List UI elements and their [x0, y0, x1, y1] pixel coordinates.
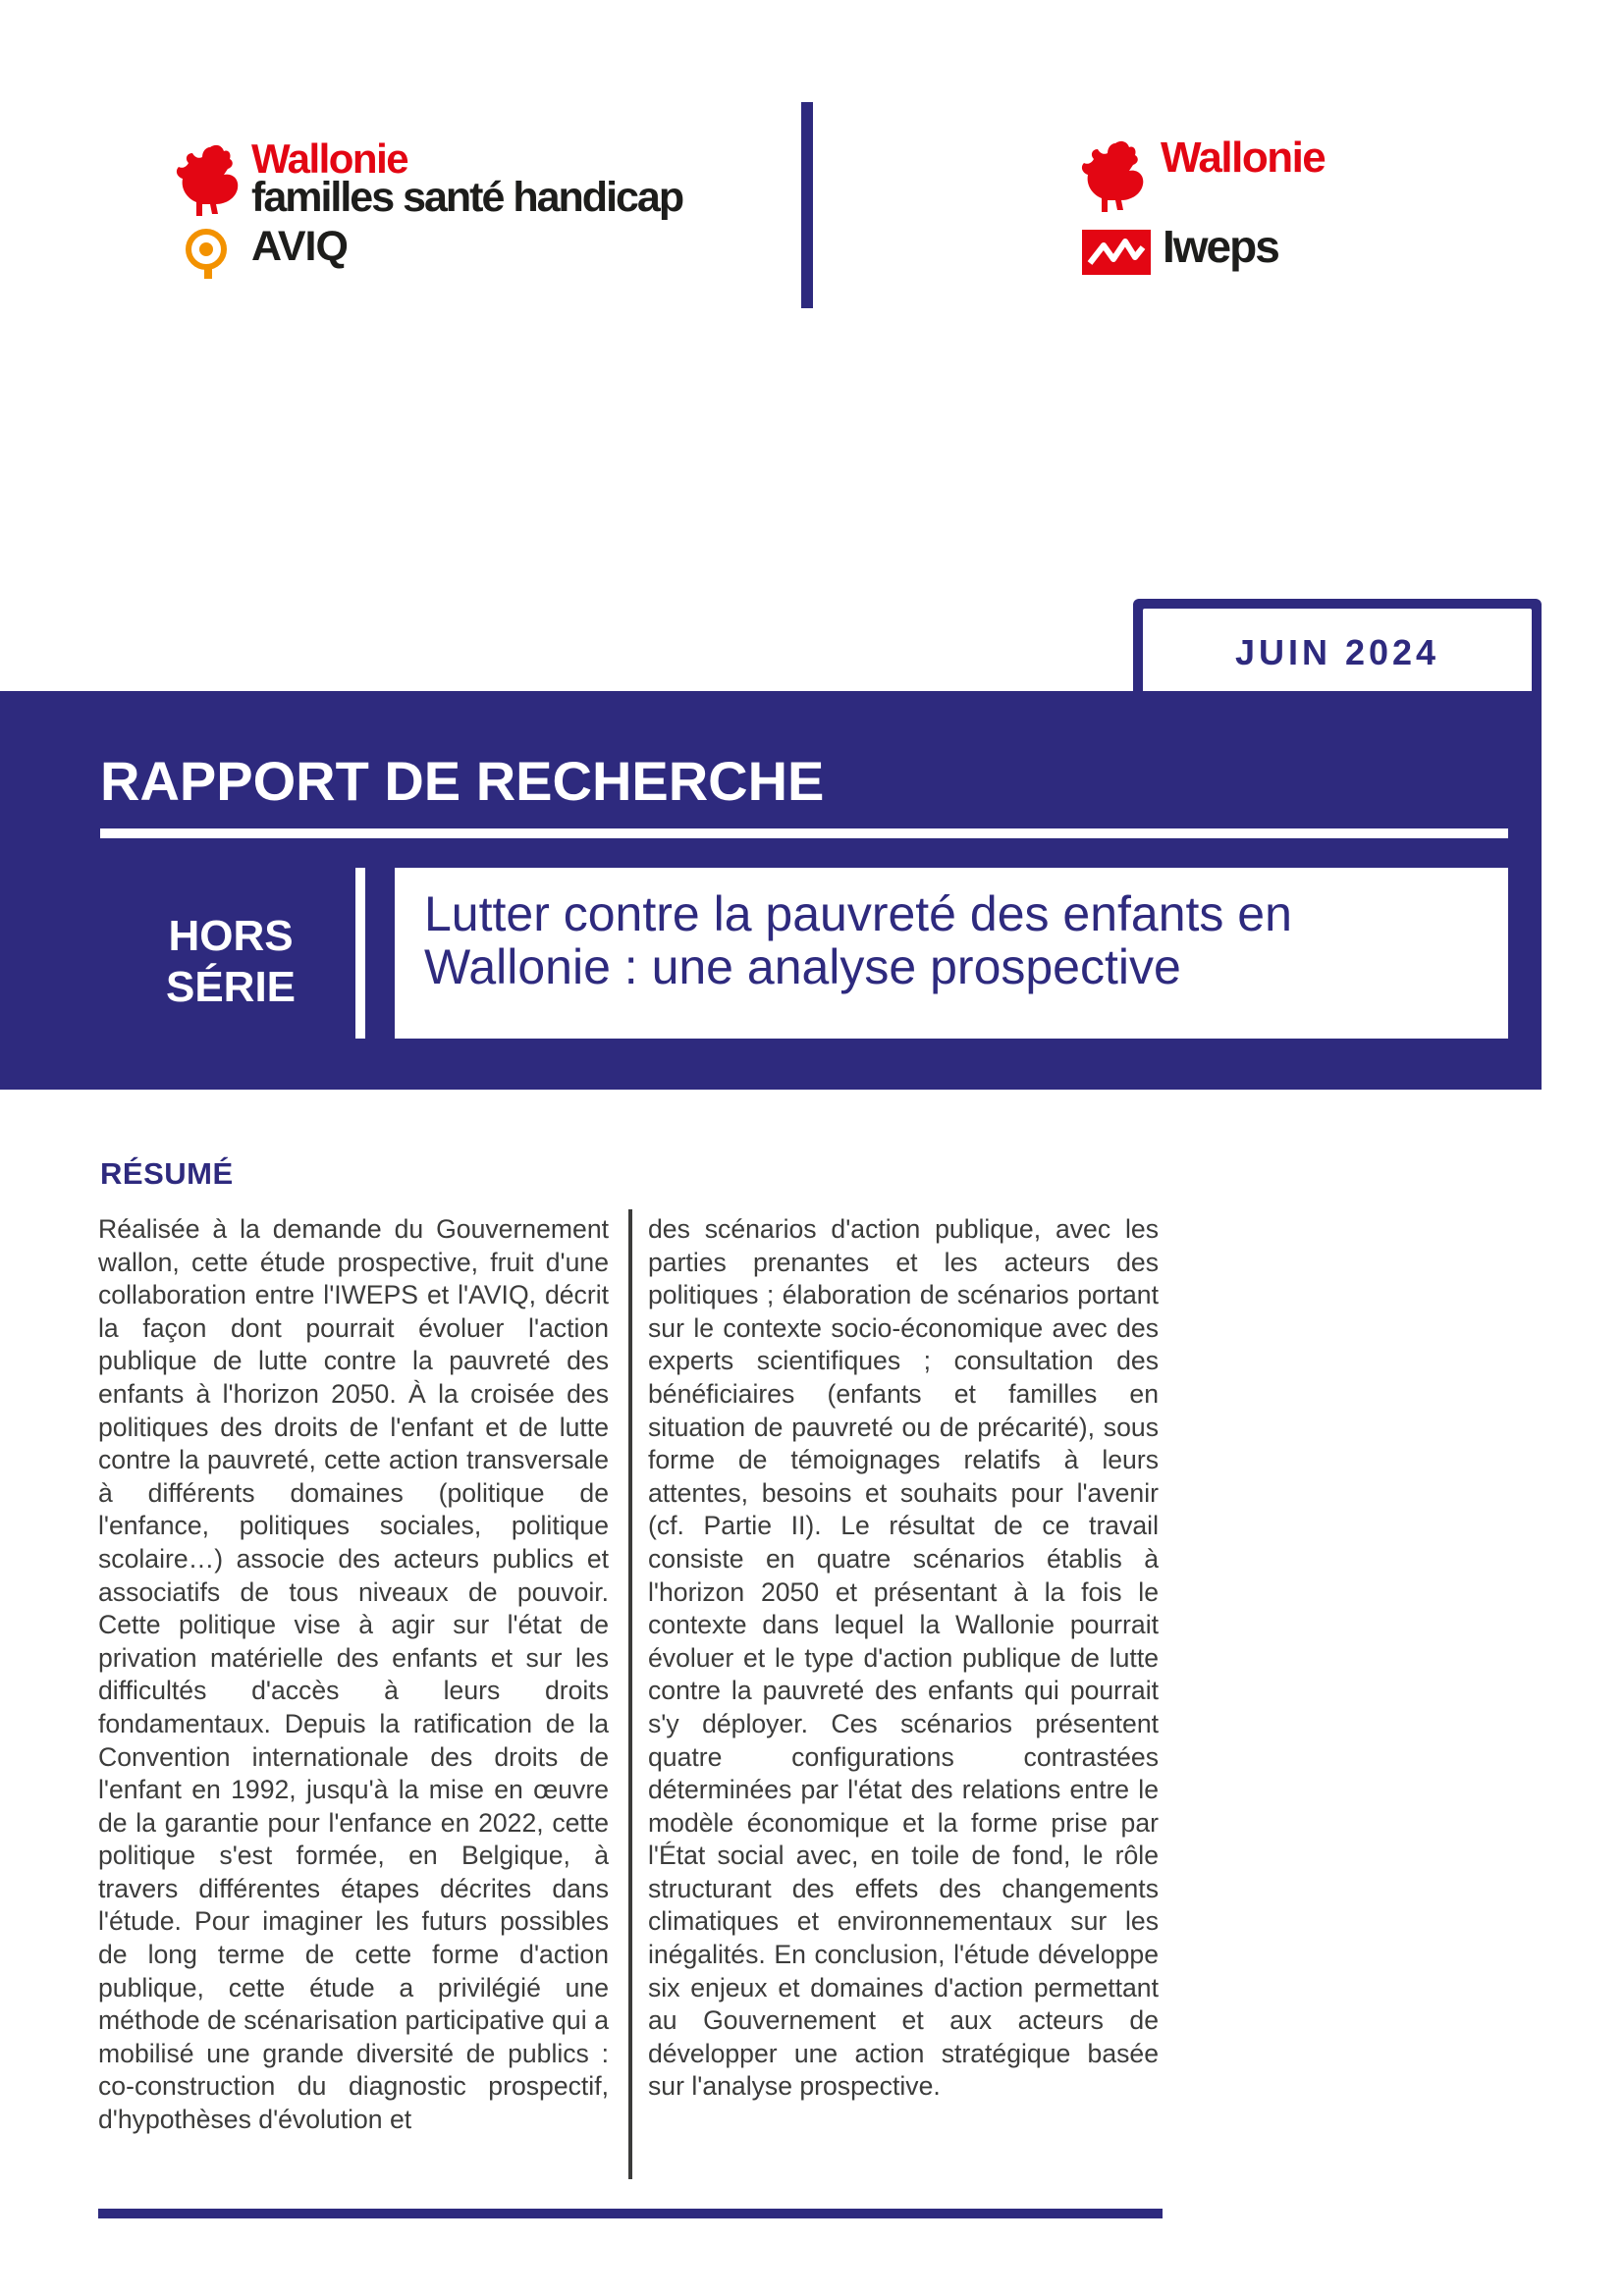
title-box — [395, 868, 1508, 1039]
rooster-icon — [1078, 137, 1149, 216]
bottom-rule — [98, 2209, 1163, 2218]
summary-heading: RÉSUMÉ — [100, 1156, 234, 1191]
wallonie-wordmark: Wallonie — [251, 135, 408, 182]
date-tab-inner — [1143, 609, 1532, 697]
date-tab — [1133, 599, 1542, 697]
title-banner — [0, 691, 1542, 1090]
report-title: Lutter contre la pauvreté des enfants en Wallonie : une analyse prospective — [424, 886, 1292, 994]
iweps-icon — [1082, 230, 1151, 275]
iweps-wordmark: Iweps — [1163, 221, 1278, 272]
series-line-1: HORS — [168, 912, 294, 960]
banner-rule — [100, 828, 1508, 838]
wallonie-iweps-logo — [1078, 135, 1373, 283]
summary-column-left: Réalisée à la demande du Gouvernement wallon, cette étude prospective, fruit d'une collaboration entre l'IWEPS et l'AVIQ, décrit la façon dont pourrait évoluer l'action publique de lutte contre la pauvreté des enfants à l'horizon 2050. À la croisée des politiques des droits de l'enfant et de lutte contre la pauvreté, cette action transversale à différents domaines (politique de l'enfance, politiques sociales, politique scolaire…) associe des acteurs publics et associatifs de tous niveaux de pouvoir. Cette politique vise à agir sur l'état de privation matérielle des enfants et sur les difficultés d'accès à leurs droits fondamentaux. Depuis la ratification de la Convention internationale des droits de l'enfant en 1992, jusqu'à la mise en œuvre de la garantie pour l'enfance en 2022, cette politique s'est formée, en Belgique, à travers différentes étapes décrites dans l'étude. Pour imaginer les futurs possibles de long terme de cette forme d'action publique, cette étude a privilégié une méthode de scénarisation participative qui a mobilisé une grande diversité de publics : co-construction du diagnostic prospectif, d'hypothèses d'évolution et — [98, 1214, 609, 2135]
logo-subtitle: familles santé handicap — [251, 174, 683, 221]
logo-divider — [801, 102, 813, 308]
summary-column-right: des scénarios d'action publique, avec les parties prenantes et les acteurs des politiques ; élaboration de scénarios portant sur le contexte socio-économique avec des experts scientifiques ; consultation des bénéficiaires (enfants et familles en situation de pauvreté ou de précarité), sous forme de témoignages relatifs à leurs attentes, besoins et souhaits pour l'avenir (cf. Partie II). Le résultat de ce travail consiste en quatre scénarios établis à l'horizon 2050 et présentant à la fois le contexte dans lequel la Wallonie pourrait évoluer et le type d'action publique de lutte contre la pauvreté des enfants qui pourrait s'y déployer. Ces scénarios présentent quatre configurations contrastées déterminées par l'état des relations entre le modèle économique et la forme prise par l'État social avec, en toile de fond, le rôle structurant des effets des changements climatiques et environnementaux sur les inégalités. En conclusion, l'étude développe six enjeux et domaines d'action permettant au Gouvernement et aux acteurs de développer une action stratégique basée sur l'analyse prospective. — [648, 1214, 1159, 2102]
aviq-wordmark: AVIQ — [251, 223, 348, 270]
series-label — [128, 911, 334, 1013]
wallonie-aviq-logo — [173, 137, 723, 285]
series-divider — [355, 868, 365, 1039]
report-type: RAPPORT DE RECHERCHE — [100, 750, 825, 812]
column-divider — [628, 1209, 632, 2179]
rooster-icon — [173, 141, 244, 220]
aviq-icon — [185, 226, 230, 281]
wallonie-wordmark: Wallonie — [1161, 133, 1326, 182]
publication-date: JUIN 2024 — [1234, 632, 1440, 672]
series-line-2: SÉRIE — [165, 963, 297, 1011]
